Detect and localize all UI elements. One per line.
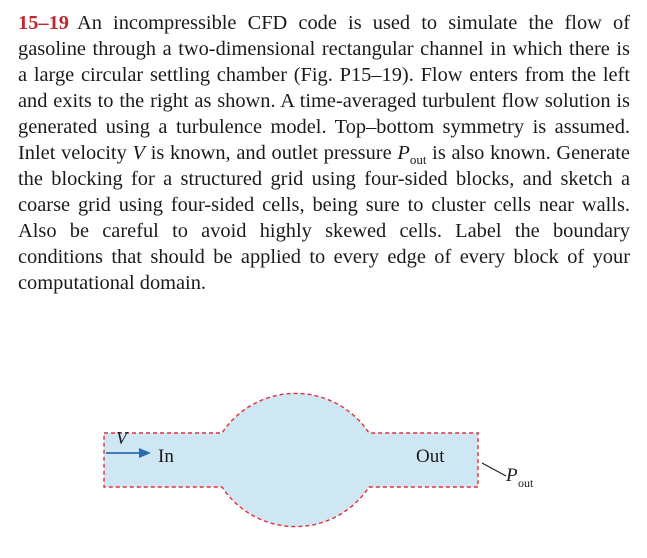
outlet-pressure-symbol: P — [397, 142, 410, 164]
inlet-label: In — [158, 446, 174, 467]
problem-text-part-2: is known, and outlet pressure — [144, 142, 398, 164]
settling-chamber-figure — [0, 360, 647, 558]
problem-text-part-3: is also known. Generate the blocking for a structured grid using four-sided blocks, and sketch a coarse grid using four-sided cells, being sure to cluster cells near walls. Also be careful to avoid highly skewed cells. Label the boundary conditions that should be applied to every edge of every block of your computational domain. — [18, 142, 630, 294]
inlet-velocity-symbol: V — [132, 142, 145, 164]
problem-number: 15–19 — [18, 12, 69, 34]
problem-statement — [18, 10, 630, 296]
outlet-pressure-subscript: out — [409, 152, 427, 167]
pressure-leader-line — [482, 463, 506, 476]
problem-text-part-1: An incompressible CFD code is used to simulate the flow of gasoline through a two-dimensional rectangular channel in which there is a large circular settling chamber (Fig. P15–19). Flow enters from the left and exits to the right as shown. A time-averaged turbulent flow solution is generated using a turbulence model. Top–bottom symmetry is assumed. Inlet velocity — [18, 12, 630, 164]
inlet-velocity-label: V — [116, 428, 127, 448]
outlet-pressure-label: P — [506, 465, 518, 486]
outlet-pressure-label-subscript: out — [518, 476, 534, 490]
outlet-label: Out — [416, 446, 445, 467]
